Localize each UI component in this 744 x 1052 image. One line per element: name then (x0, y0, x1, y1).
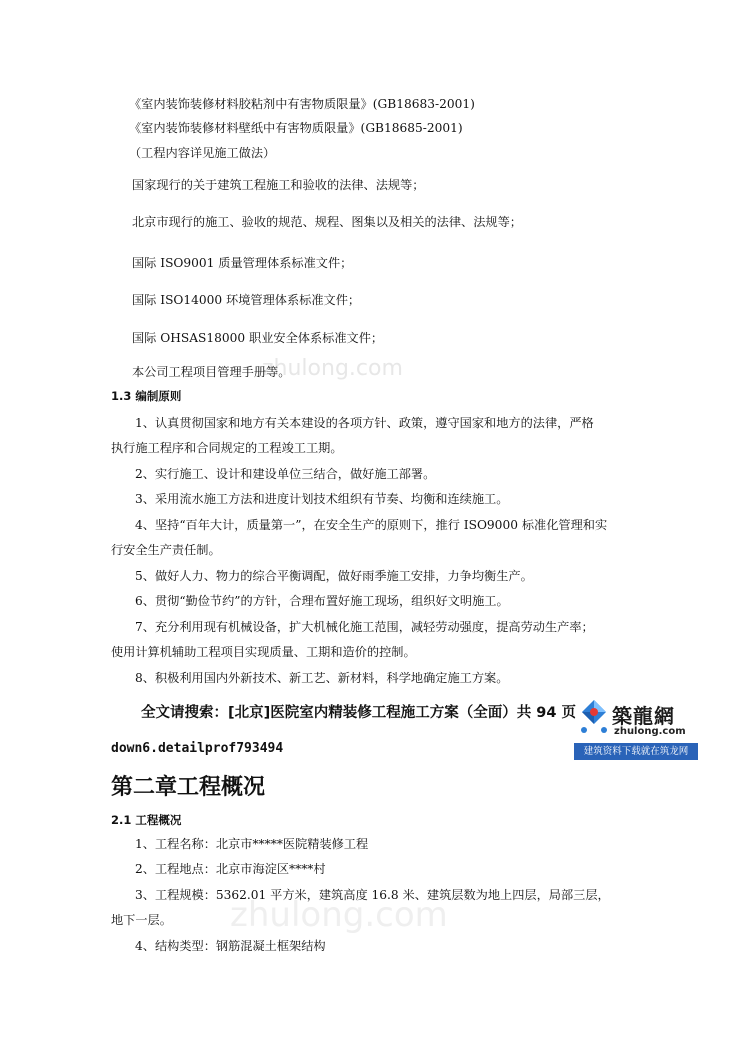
principle-line-2: 执行施工程序和合同规定的工程竣工工期。 (111, 441, 343, 455)
search-banner-text[interactable]: 全文请搜索：[北京]医院室内精装修工程施工方案（全面）共 94 页 (141, 705, 577, 721)
intro-line-9: 本公司工程项目管理手册等。 (132, 365, 291, 379)
intro-line-5: 北京市现行的施工、验收的规范、规程、图集以及相关的法律、法规等； (132, 215, 522, 229)
intro-line-6: 国际 ISO9001 质量管理体系标准文件； (132, 256, 353, 270)
overview-line-1: 1、工程名称：北京市*****医院精装修工程 (135, 837, 369, 851)
intro-line-1: 《室内装饰装修材料胶粘剂中有害物质限量》(GB18683-2001) (129, 97, 475, 111)
logo-name: 築龍網 (612, 704, 675, 728)
zhulong-logo-icon (576, 696, 612, 738)
principle-line-6: 行安全生产责任制。 (111, 543, 221, 557)
overview-line-2: 2、工程地点：北京市海淀区****村 (135, 862, 326, 876)
overview-line-4: 地下一层。 (111, 913, 172, 927)
section-heading-2-1: 2.1 工程概况 (111, 813, 182, 827)
intro-line-8: 国际 OHSAS18000 职业安全体系标准文件； (132, 331, 384, 345)
zhulong-logo[interactable] (574, 694, 698, 766)
principle-line-4: 3、采用流水施工方法和进度计划技术组织有节奏、均衡和连续施工。 (135, 492, 509, 506)
principle-line-7: 5、做好人力、物力的综合平衡调配，做好雨季施工安排，力争均衡生产。 (135, 569, 533, 583)
watermark: zhulong.com (262, 356, 403, 381)
overview-line-5: 4、结构类型：钢筋混凝土框架结构 (135, 939, 326, 953)
download-code[interactable]: down6.detailprof793494 (111, 741, 284, 756)
intro-line-4: 国家现行的关于建筑工程施工和验收的法律、法规等； (132, 178, 425, 192)
intro-line-2: 《室内装饰装修材料壁纸中有害物质限量》(GB18685-2001) (129, 121, 463, 135)
principle-line-10: 使用计算机辅助工程项目实现质量、工期和造价的控制。 (111, 645, 416, 659)
principle-line-3: 2、实行施工、设计和建设单位三结合，做好施工部署。 (135, 467, 436, 481)
logo-url: zhulong.com (614, 726, 686, 737)
principle-line-8: 6、贯彻“勤俭节约”的方针，合理布置好施工现场，组织好文明施工。 (135, 594, 509, 608)
logo-banner: 建筑资料下载就在筑龙网 (574, 743, 698, 760)
intro-line-7: 国际 ISO14000 环境管理体系标准文件； (132, 293, 361, 307)
principle-line-11: 8、积极利用国内外新技术、新工艺、新材料，科学地确定施工方案。 (135, 671, 509, 685)
principle-line-5: 4、坚持“百年大计，质量第一”，在安全生产的原则下，推行 ISO9000 标准化管理和实 (135, 518, 608, 532)
overview-line-3: 3、工程规模：5362.01 平方米，建筑高度 16.8 米、建筑层数为地上四层，局部三层， (135, 888, 610, 902)
principle-line-9: 7、充分利用现有机械设备，扩大机械化施工范围，减轻劳动强度，提高劳动生产率； (135, 620, 594, 634)
intro-line-3: （工程内容详见施工做法） (129, 146, 276, 160)
principle-line-1: 1、认真贯彻国家和地方有关本建设的各项方针、政策，遵守国家和地方的法律，严格 (135, 416, 594, 430)
watermark-2: zhulong.com (230, 895, 448, 935)
chapter-title: 第二章工程概况 (111, 774, 266, 800)
section-heading-1-3: 1.3 编制原则 (111, 389, 182, 403)
